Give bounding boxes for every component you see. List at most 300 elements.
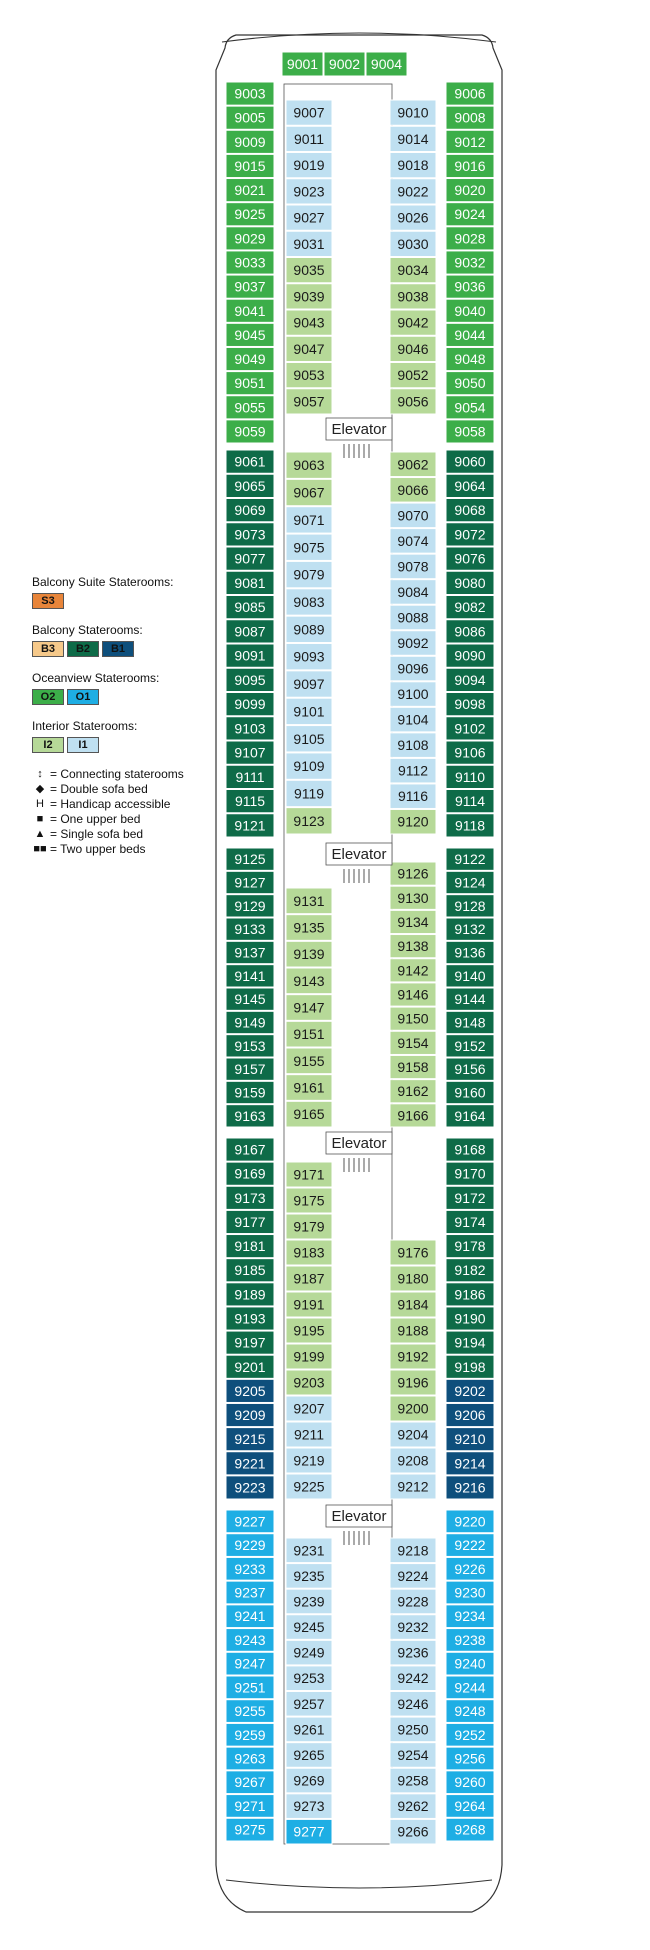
cabin-9003[interactable] bbox=[226, 82, 274, 105]
cabin-9104[interactable] bbox=[390, 707, 436, 732]
cabin-9073[interactable] bbox=[226, 523, 274, 546]
cabin-9061[interactable] bbox=[226, 450, 274, 473]
cabin-9235[interactable] bbox=[286, 1564, 332, 1589]
cabin-9251[interactable] bbox=[226, 1676, 274, 1699]
cabin-9155[interactable] bbox=[286, 1048, 332, 1074]
cabin-9163[interactable] bbox=[226, 1105, 274, 1127]
cabin-9079[interactable] bbox=[286, 561, 332, 587]
cabin-9100[interactable] bbox=[390, 682, 436, 707]
cabin-9094[interactable] bbox=[446, 668, 494, 691]
cabin-9097[interactable] bbox=[286, 671, 332, 697]
cabin-9277[interactable] bbox=[286, 1819, 332, 1844]
cabin-9151[interactable] bbox=[286, 1021, 332, 1047]
cabin-9147[interactable] bbox=[286, 995, 332, 1021]
cabin-9106[interactable] bbox=[446, 741, 494, 764]
cabin-9166[interactable] bbox=[390, 1104, 436, 1127]
cabin-9081[interactable] bbox=[226, 571, 274, 594]
cabin-9070[interactable] bbox=[390, 503, 436, 528]
cabin-number: 9025 bbox=[234, 206, 266, 223]
cabin-9246[interactable] bbox=[390, 1692, 436, 1717]
cabin-9142[interactable] bbox=[390, 959, 436, 982]
cabin-9133[interactable] bbox=[226, 918, 274, 940]
cabin-9234[interactable] bbox=[446, 1605, 494, 1628]
cabin-number: 9192 bbox=[397, 1348, 429, 1365]
cabin-9076[interactable] bbox=[446, 547, 494, 570]
cabin-9148[interactable] bbox=[446, 1011, 494, 1033]
cabin-9238[interactable] bbox=[446, 1629, 494, 1652]
cabin-9138[interactable] bbox=[390, 935, 436, 958]
cabin-9103[interactable] bbox=[226, 717, 274, 740]
cabin-9125[interactable] bbox=[226, 848, 274, 870]
cabin-9024[interactable] bbox=[446, 203, 494, 226]
cabin-9129[interactable] bbox=[226, 895, 274, 917]
cabin-9064[interactable] bbox=[446, 474, 494, 497]
cabin-9019[interactable] bbox=[286, 153, 332, 178]
cabin-9177[interactable] bbox=[226, 1210, 274, 1233]
cabin-9232[interactable] bbox=[390, 1615, 436, 1640]
cabin-9162[interactable] bbox=[390, 1080, 436, 1103]
cabin-9216[interactable] bbox=[446, 1476, 494, 1499]
cabin-9016[interactable] bbox=[446, 154, 494, 177]
cabin-9065[interactable] bbox=[226, 474, 274, 497]
cabin-9215[interactable] bbox=[226, 1428, 274, 1451]
cabin-9036[interactable] bbox=[446, 275, 494, 298]
cabin-number: 9164 bbox=[454, 1107, 486, 1124]
cabin-9184[interactable] bbox=[390, 1292, 436, 1317]
cabin-9143[interactable] bbox=[286, 968, 332, 994]
cabin-9105[interactable] bbox=[286, 726, 332, 752]
cabin-9011[interactable] bbox=[286, 126, 332, 151]
cabin-9047[interactable] bbox=[286, 336, 332, 361]
cabin-9202[interactable] bbox=[446, 1379, 494, 1402]
cabin-9084[interactable] bbox=[390, 580, 436, 605]
cabin-9032[interactable] bbox=[446, 251, 494, 274]
cabin-9179[interactable] bbox=[286, 1214, 332, 1239]
double-sofa-bed-icon: ◆ bbox=[35, 783, 45, 795]
cabin-9160[interactable] bbox=[446, 1081, 494, 1103]
cabin-9144[interactable] bbox=[446, 988, 494, 1010]
cabin-9119[interactable] bbox=[286, 780, 332, 806]
cabin-9228[interactable] bbox=[390, 1589, 436, 1614]
cabin-9252[interactable] bbox=[446, 1723, 494, 1746]
cabin-9060[interactable] bbox=[446, 450, 494, 473]
cabin-9054[interactable] bbox=[446, 396, 494, 419]
cabin-9222[interactable] bbox=[446, 1534, 494, 1557]
cabin-9208[interactable] bbox=[390, 1448, 436, 1473]
cabin-9122[interactable] bbox=[446, 848, 494, 870]
cabin-9022[interactable] bbox=[390, 179, 436, 204]
cabin-9039[interactable] bbox=[286, 284, 332, 309]
cabin-9009[interactable] bbox=[226, 130, 274, 153]
cabin-9203[interactable] bbox=[286, 1370, 332, 1395]
cabin-9071[interactable] bbox=[286, 507, 332, 533]
cabin-9046[interactable] bbox=[390, 336, 436, 361]
cabin-9204[interactable] bbox=[390, 1422, 436, 1447]
cabin-9095[interactable] bbox=[226, 668, 274, 691]
cabin-number: 9143 bbox=[293, 972, 325, 989]
cabin-9253[interactable] bbox=[286, 1666, 332, 1691]
cabin-number: 9268 bbox=[454, 1821, 486, 1838]
cabin-9211[interactable] bbox=[286, 1422, 332, 1447]
cabin-9029[interactable] bbox=[226, 227, 274, 250]
cabin-9226[interactable] bbox=[446, 1557, 494, 1580]
cabin-9219[interactable] bbox=[286, 1448, 332, 1473]
cabin-9156[interactable] bbox=[446, 1058, 494, 1080]
cabin-9244[interactable] bbox=[446, 1676, 494, 1699]
cabin-9126[interactable] bbox=[390, 862, 436, 885]
cabin-9169[interactable] bbox=[226, 1162, 274, 1185]
cabin-9231[interactable] bbox=[286, 1538, 332, 1563]
cabin-9114[interactable] bbox=[446, 790, 494, 813]
cabin-9112[interactable] bbox=[390, 758, 436, 783]
cabin-number: 9197 bbox=[234, 1334, 266, 1351]
cabin-9149[interactable] bbox=[226, 1011, 274, 1033]
cabin-9198[interactable] bbox=[446, 1355, 494, 1378]
cabin-number: 9267 bbox=[234, 1774, 266, 1791]
cabin-number: 9075 bbox=[293, 539, 325, 556]
cabin-9164[interactable] bbox=[446, 1105, 494, 1127]
cabin-9068[interactable] bbox=[446, 499, 494, 522]
cabin-9175[interactable] bbox=[286, 1188, 332, 1213]
cabin-9137[interactable] bbox=[226, 941, 274, 963]
cabin-9263[interactable] bbox=[226, 1747, 274, 1770]
cabin-9050[interactable] bbox=[446, 372, 494, 395]
cabin-number: 9103 bbox=[234, 720, 266, 737]
cabin-9086[interactable] bbox=[446, 620, 494, 643]
cabin-9257[interactable] bbox=[286, 1692, 332, 1717]
cabin-number: 9100 bbox=[397, 686, 429, 703]
cabin-9247[interactable] bbox=[226, 1652, 274, 1675]
cabin-9051[interactable] bbox=[226, 372, 274, 395]
cabin-9141[interactable] bbox=[226, 965, 274, 987]
cabin-9115[interactable] bbox=[226, 790, 274, 813]
cabin-9250[interactable] bbox=[390, 1717, 436, 1742]
cabin-9085[interactable] bbox=[226, 596, 274, 619]
cabin-9242[interactable] bbox=[390, 1666, 436, 1691]
cabin-9082[interactable] bbox=[446, 596, 494, 619]
cabin-9165[interactable] bbox=[286, 1101, 332, 1127]
cabin-9028[interactable] bbox=[446, 227, 494, 250]
cabin-9171[interactable] bbox=[286, 1162, 332, 1187]
cabin-number: 9056 bbox=[397, 393, 429, 410]
cabin-9241[interactable] bbox=[226, 1605, 274, 1628]
cabin-9026[interactable] bbox=[390, 205, 436, 230]
cabin-9174[interactable] bbox=[446, 1210, 494, 1233]
cabin-9102[interactable] bbox=[446, 717, 494, 740]
elevator-label: Elevator bbox=[331, 1135, 387, 1152]
cabin-9188[interactable] bbox=[390, 1318, 436, 1343]
cabin-9159[interactable] bbox=[226, 1081, 274, 1103]
cabin-9218[interactable] bbox=[390, 1538, 436, 1563]
cabin-9001[interactable] bbox=[282, 52, 323, 76]
cabin-9269[interactable] bbox=[286, 1768, 332, 1793]
cabin-9195[interactable] bbox=[286, 1318, 332, 1343]
cabin-9078[interactable] bbox=[390, 554, 436, 579]
cabin-9210[interactable] bbox=[446, 1428, 494, 1451]
cabin-9007[interactable] bbox=[286, 100, 332, 125]
cabin-9108[interactable] bbox=[390, 733, 436, 758]
cabin-9183[interactable] bbox=[286, 1240, 332, 1265]
cabin-9118[interactable] bbox=[446, 814, 494, 837]
cabin-number: 9031 bbox=[293, 235, 325, 252]
cabin-9254[interactable] bbox=[390, 1743, 436, 1768]
cabin-9173[interactable] bbox=[226, 1186, 274, 1209]
cabin-number: 9140 bbox=[454, 967, 486, 984]
cabin-9038[interactable] bbox=[390, 284, 436, 309]
cabin-9096[interactable] bbox=[390, 656, 436, 681]
cabin-9090[interactable] bbox=[446, 644, 494, 667]
cabin-9153[interactable] bbox=[226, 1035, 274, 1057]
cabin-9236[interactable] bbox=[390, 1640, 436, 1665]
cabin-9214[interactable] bbox=[446, 1452, 494, 1475]
cabin-9140[interactable] bbox=[446, 965, 494, 987]
cabin-9018[interactable] bbox=[390, 153, 436, 178]
cabin-9074[interactable] bbox=[390, 529, 436, 554]
cabin-9101[interactable] bbox=[286, 698, 332, 724]
cabin-9008[interactable] bbox=[446, 106, 494, 129]
cabin-9264[interactable] bbox=[446, 1795, 494, 1818]
cabin-9186[interactable] bbox=[446, 1283, 494, 1306]
cabin-9225[interactable] bbox=[286, 1474, 332, 1499]
cabin-9256[interactable] bbox=[446, 1747, 494, 1770]
cabin-9124[interactable] bbox=[446, 871, 494, 893]
cabin-9099[interactable] bbox=[226, 693, 274, 716]
cabin-9044[interactable] bbox=[446, 323, 494, 346]
cabin-9239[interactable] bbox=[286, 1589, 332, 1614]
cabin-9077[interactable] bbox=[226, 547, 274, 570]
cabin-9271[interactable] bbox=[226, 1795, 274, 1818]
cabin-9111[interactable] bbox=[226, 765, 274, 788]
cabin-9146[interactable] bbox=[390, 983, 436, 1006]
cabin-9275[interactable] bbox=[226, 1818, 274, 1841]
cabin-9107[interactable] bbox=[226, 741, 274, 764]
cabin-number: 9088 bbox=[397, 609, 429, 626]
cabin-9190[interactable] bbox=[446, 1307, 494, 1330]
cabin-9087[interactable] bbox=[226, 620, 274, 643]
cabin-9223[interactable] bbox=[226, 1476, 274, 1499]
cabin-9058[interactable] bbox=[446, 420, 494, 443]
cabin-9034[interactable] bbox=[390, 258, 436, 283]
cabin-9089[interactable] bbox=[286, 616, 332, 642]
cabin-9249[interactable] bbox=[286, 1640, 332, 1665]
cabin-9161[interactable] bbox=[286, 1075, 332, 1101]
cabin-number: 9141 bbox=[234, 967, 266, 984]
cabin-9261[interactable] bbox=[286, 1717, 332, 1742]
cabin-number: 9078 bbox=[397, 558, 429, 575]
cabin-9042[interactable] bbox=[390, 310, 436, 335]
cabin-9172[interactable] bbox=[446, 1186, 494, 1209]
cabin-9135[interactable] bbox=[286, 915, 332, 941]
cabin-9002[interactable] bbox=[324, 52, 365, 76]
cabin-9201[interactable] bbox=[226, 1355, 274, 1378]
cabin-number: 9228 bbox=[397, 1593, 429, 1610]
symbol-label: = Connecting staterooms bbox=[50, 767, 184, 781]
cabin-9157[interactable] bbox=[226, 1058, 274, 1080]
cabin-9243[interactable] bbox=[226, 1629, 274, 1652]
cabin-9267[interactable] bbox=[226, 1771, 274, 1794]
cabin-9049[interactable] bbox=[226, 347, 274, 370]
cabin-9040[interactable] bbox=[446, 299, 494, 322]
cabin-9145[interactable] bbox=[226, 988, 274, 1010]
cabin-9004[interactable] bbox=[366, 52, 407, 76]
cabin-9056[interactable] bbox=[390, 389, 436, 414]
cabin-9220[interactable] bbox=[446, 1510, 494, 1533]
cabin-9109[interactable] bbox=[286, 753, 332, 779]
cabin-9187[interactable] bbox=[286, 1266, 332, 1291]
cabin-9132[interactable] bbox=[446, 918, 494, 940]
cabin-9091[interactable] bbox=[226, 644, 274, 667]
cabin-9048[interactable] bbox=[446, 347, 494, 370]
cabin-9127[interactable] bbox=[226, 871, 274, 893]
cabin-9123[interactable] bbox=[286, 808, 332, 834]
cabin-9010[interactable] bbox=[390, 100, 436, 125]
cabin-9248[interactable] bbox=[446, 1700, 494, 1723]
cabin-9063[interactable] bbox=[286, 452, 332, 478]
cabin-9192[interactable] bbox=[390, 1344, 436, 1369]
cabin-9139[interactable] bbox=[286, 941, 332, 967]
cabin-9207[interactable] bbox=[286, 1396, 332, 1421]
cabin-9020[interactable] bbox=[446, 179, 494, 202]
cabin-9041[interactable] bbox=[226, 299, 274, 322]
cabin-9093[interactable] bbox=[286, 644, 332, 670]
cabin-9158[interactable] bbox=[390, 1055, 436, 1078]
cabin-9128[interactable] bbox=[446, 895, 494, 917]
cabin-9259[interactable] bbox=[226, 1723, 274, 1746]
cabin-9031[interactable] bbox=[286, 231, 332, 256]
cabin-number: 9254 bbox=[397, 1746, 429, 1763]
cabin-9262[interactable] bbox=[390, 1794, 436, 1819]
cabin-9154[interactable] bbox=[390, 1031, 436, 1054]
cabin-9059[interactable] bbox=[226, 420, 274, 443]
cabin-9025[interactable] bbox=[226, 203, 274, 226]
cabin-9200[interactable] bbox=[390, 1396, 436, 1421]
cabin-9043[interactable] bbox=[286, 310, 332, 335]
cabin-9092[interactable] bbox=[390, 631, 436, 656]
cabin-9182[interactable] bbox=[446, 1259, 494, 1282]
cabin-9260[interactable] bbox=[446, 1771, 494, 1794]
cabin-9083[interactable] bbox=[286, 589, 332, 615]
cabin-9136[interactable] bbox=[446, 941, 494, 963]
cabin-9212[interactable] bbox=[390, 1474, 436, 1499]
cabin-9233[interactable] bbox=[226, 1557, 274, 1580]
cabin-number: 9038 bbox=[397, 288, 429, 305]
cabin-9227[interactable] bbox=[226, 1510, 274, 1533]
cabin-9069[interactable] bbox=[226, 499, 274, 522]
cabin-9168[interactable] bbox=[446, 1138, 494, 1161]
cabin-9015[interactable] bbox=[226, 154, 274, 177]
cabin-9167[interactable] bbox=[226, 1138, 274, 1161]
cabin-9229[interactable] bbox=[226, 1534, 274, 1557]
cabin-9221[interactable] bbox=[226, 1452, 274, 1475]
cabin-9150[interactable] bbox=[390, 1007, 436, 1030]
cabin-number: 9231 bbox=[293, 1542, 325, 1559]
cabin-9033[interactable] bbox=[226, 251, 274, 274]
cabin-9245[interactable] bbox=[286, 1615, 332, 1640]
cabin-9134[interactable] bbox=[390, 910, 436, 933]
cabin-9116[interactable] bbox=[390, 784, 436, 809]
cabin-number: 9247 bbox=[234, 1655, 266, 1672]
cabin-9206[interactable] bbox=[446, 1403, 494, 1426]
cabin-9268[interactable] bbox=[446, 1818, 494, 1841]
cabin-9181[interactable] bbox=[226, 1235, 274, 1258]
cabin-9273[interactable] bbox=[286, 1794, 332, 1819]
cabin-number: 9090 bbox=[454, 647, 486, 664]
cabin-9066[interactable] bbox=[390, 478, 436, 503]
cabin-number: 9080 bbox=[454, 574, 486, 591]
cabin-9176[interactable] bbox=[390, 1240, 436, 1265]
cabin-9052[interactable] bbox=[390, 363, 436, 388]
cabin-9014[interactable] bbox=[390, 126, 436, 151]
cabin-9178[interactable] bbox=[446, 1235, 494, 1258]
cabin-9255[interactable] bbox=[226, 1700, 274, 1723]
cabin-9030[interactable] bbox=[390, 231, 436, 256]
cabin-9088[interactable] bbox=[390, 605, 436, 630]
cabin-9053[interactable] bbox=[286, 363, 332, 388]
cabin-9012[interactable] bbox=[446, 130, 494, 153]
cabin-9224[interactable] bbox=[390, 1564, 436, 1589]
cabin-9230[interactable] bbox=[446, 1581, 494, 1604]
cabin-9205[interactable] bbox=[226, 1379, 274, 1402]
cabin-number: 9190 bbox=[454, 1310, 486, 1327]
cabin-9057[interactable] bbox=[286, 389, 332, 414]
cabin-9035[interactable] bbox=[286, 258, 332, 283]
cabin-9209[interactable] bbox=[226, 1403, 274, 1426]
cabin-9055[interactable] bbox=[226, 396, 274, 419]
cabin-9072[interactable] bbox=[446, 523, 494, 546]
cabin-9021[interactable] bbox=[226, 179, 274, 202]
cabin-9037[interactable] bbox=[226, 275, 274, 298]
cabin-9266[interactable] bbox=[390, 1819, 436, 1844]
cabin-9196[interactable] bbox=[390, 1370, 436, 1395]
cabin-9185[interactable] bbox=[226, 1259, 274, 1282]
cabin-9265[interactable] bbox=[286, 1743, 332, 1768]
cabin-9180[interactable] bbox=[390, 1266, 436, 1291]
cabin-number: 9111 bbox=[235, 768, 265, 785]
cabin-9189[interactable] bbox=[226, 1283, 274, 1306]
cabin-9062[interactable] bbox=[390, 452, 436, 477]
cabin-9110[interactable] bbox=[446, 765, 494, 788]
cabin-9005[interactable] bbox=[226, 106, 274, 129]
cabin-9240[interactable] bbox=[446, 1652, 494, 1675]
cabin-9170[interactable] bbox=[446, 1162, 494, 1185]
cabin-number: 9045 bbox=[234, 326, 266, 343]
cabin-9067[interactable] bbox=[286, 479, 332, 505]
cabin-9194[interactable] bbox=[446, 1331, 494, 1354]
cabin-number: 9229 bbox=[234, 1537, 266, 1554]
cabin-number: 9226 bbox=[454, 1560, 486, 1577]
cabin-9237[interactable] bbox=[226, 1581, 274, 1604]
cabin-9258[interactable] bbox=[390, 1768, 436, 1793]
cabin-9120[interactable] bbox=[390, 809, 436, 834]
cabin-9045[interactable] bbox=[226, 323, 274, 346]
cabin-9080[interactable] bbox=[446, 571, 494, 594]
cabin-9131[interactable] bbox=[286, 888, 332, 914]
cabin-9023[interactable] bbox=[286, 179, 332, 204]
cabin-number: 9263 bbox=[234, 1750, 266, 1767]
symbol-label: = Handicap accessible bbox=[50, 797, 171, 811]
cabin-9006[interactable] bbox=[446, 82, 494, 105]
cabin-9027[interactable] bbox=[286, 205, 332, 230]
cabin-9098[interactable] bbox=[446, 693, 494, 716]
cabin-9197[interactable] bbox=[226, 1331, 274, 1354]
cabin-9191[interactable] bbox=[286, 1292, 332, 1317]
cabin-9121[interactable] bbox=[226, 814, 274, 837]
cabin-9152[interactable] bbox=[446, 1035, 494, 1057]
cabin-9075[interactable] bbox=[286, 534, 332, 560]
cabin-9130[interactable] bbox=[390, 886, 436, 909]
cabin-9193[interactable] bbox=[226, 1307, 274, 1330]
cabin-9199[interactable] bbox=[286, 1344, 332, 1369]
